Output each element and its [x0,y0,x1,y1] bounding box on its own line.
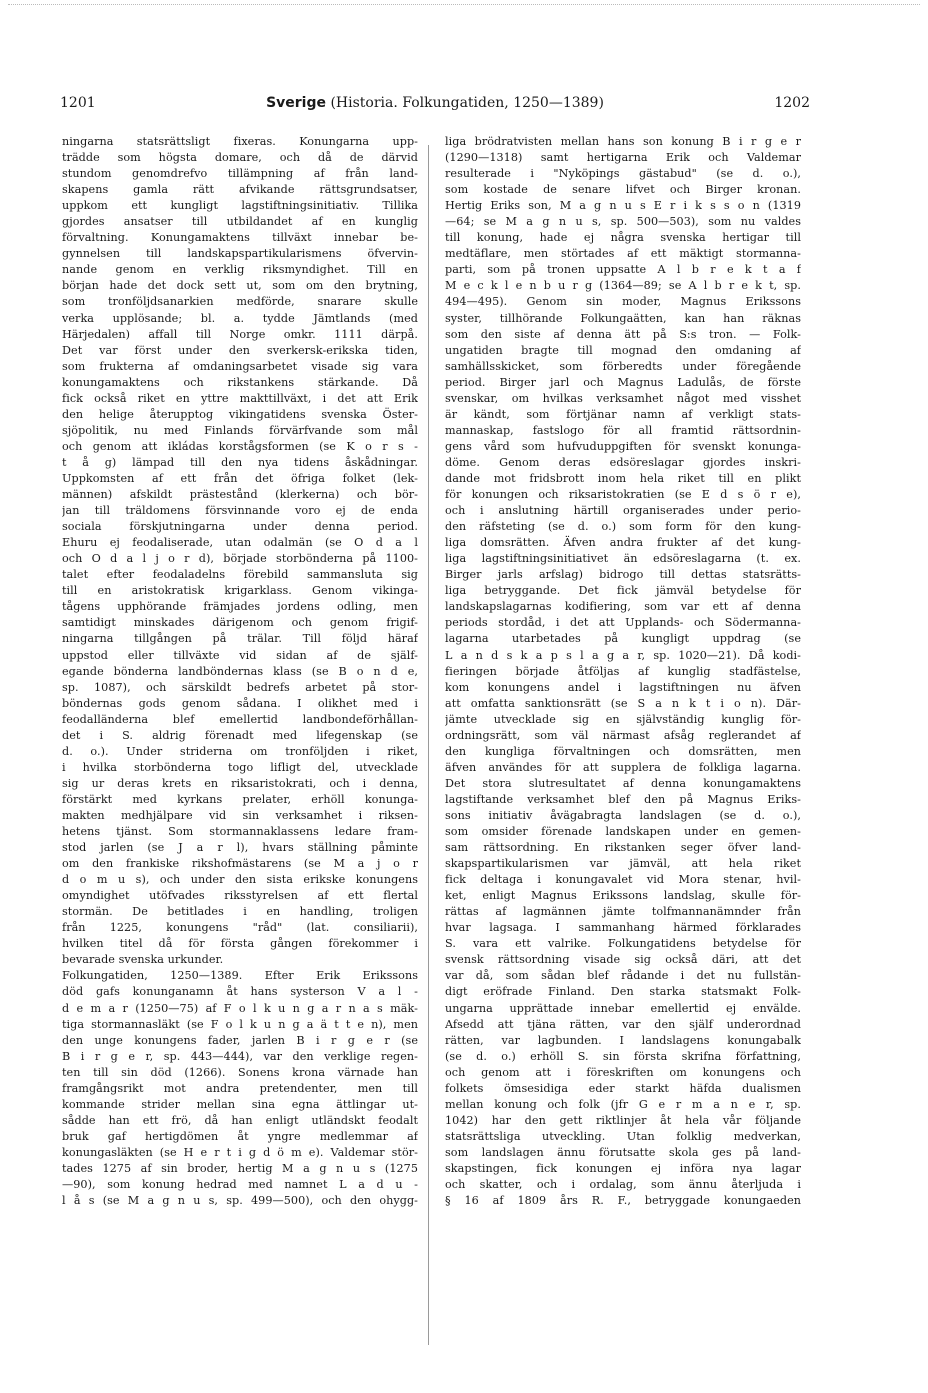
text-line: omyndighet utöfvades riksstyrelsen af ett flertal [62,889,418,903]
text-line: liga lagstiftningsinitiativet än edsöreslagarna (t. ex. [445,552,801,566]
text-line: period. Birger jarl och Magnus Ladulås, de förste [445,375,801,389]
text-line: den kungliga förvaltningen och domsrätten, men [445,744,801,758]
text-line: döme. Genom deras edsöreslagar gjordes inskri- [445,455,801,469]
text-line: fieringen började åtföljas af kunglig stadfästelse, [445,664,801,678]
text-line: för konungen och riksaristokratien (se E d s ö r e), [445,488,801,502]
text-line: äfven användes för att supplera de folkliga lagarna. [445,760,801,774]
text-line: ningarna statsrättsligt fixeras. Konungarna upp- [62,135,418,148]
text-line: uppkom ett kungligt lagstiftningsinitiativ. Tillika [62,199,418,213]
text-line: den räfsteting (se d. o.) som form för den kung- [445,520,801,534]
text-line: sig ur deras krets en riksaristokrati, och i denna, [62,776,418,790]
text-line: bruk gaf hertigdömen åt yngre medlemmar af [62,1129,418,1143]
text-line: bevarade svenska urkunder. [62,953,224,967]
text-line: var då, som sådan blef rådande i det nu fullstän- [445,969,801,983]
text-line: jan till träldomens försvinnande voro ej de enda [62,504,418,518]
text-line: det i S. aldrig förenadt med lifegenskap (se [62,728,418,742]
text-line: konungasläkten (se H e r t i g d ö m e). Valdemar stör- [62,1145,418,1159]
text-line: hvilken titel då för första gången förekommer i [62,937,418,951]
text-line: Det var först under den sverkersk-erikska tiden, [62,343,418,357]
text-line: Det stora slutresultatet af denna konungamaktens [445,776,801,790]
text-line: böndernas gods genom sådana. I olikhet med i [62,696,418,710]
text-line: och skatter, och i ordalag, som ännu återljuda i [445,1178,801,1192]
text-line: kommande strider mellan sina egna ättlingar ut- [62,1097,418,1111]
text-line: landskapslagarnas kodifiering, som var ett af denna [445,600,801,614]
running-header [60,95,810,119]
text-line: egande bönderna landböndernas klass (se B o n d e, [62,664,418,678]
text-line: och genom att i föreskriften om konungens och [445,1065,801,1079]
text-line: skapspartikularismen var jämväl, att hela riket [445,857,801,871]
text-line: som landslagen ännu förutsatte skola ges på land- [445,1145,801,1159]
text-line: skapens gamla rätt afvikande rättsgrundsatser, [62,183,418,197]
text-line: och O d a l j o r d), började storbönderna på 1100- [62,552,418,566]
text-line: som omsider förenade landskapen under en gemen- [445,825,801,839]
text-line: periods stordåd, i det att Upplands- och Södermanna- [445,616,801,630]
header-title [60,95,810,111]
text-line: konungamaktens och rikstankens stärkande. Då [62,375,418,389]
text-line: d. o.). Under striderna om tronföljden i riket, [62,744,418,758]
text-line: till en aristokratisk krigarklass. Genom vikinga- [62,584,418,598]
text-line: stod jarlen (se J a r l), hvars ställning påminte [62,841,418,855]
left-column-text [62,134,418,1354]
text-line: och i anslutning härtill organiserades under perio- [445,504,801,518]
text-line: fick deltaga i konungavalet vid Mora stenar, hvil- [445,873,801,887]
text-line: gens vård som hufvuduppgiften för svenskt konunga- [445,439,801,453]
text-line: —64; se M a g n u s, sp. 500—503), som nu valdes [445,215,801,229]
text-line: sons initiativ åvägabragta landslagen (se d. o.), [445,808,801,822]
text-line: lagstiftande verksamhet blef den på Magnus Eriks- [445,792,801,806]
text-line: skapstingen, fick konungen ej införa nya lagar [445,1162,801,1175]
text-line: gjordes ansatser till utbildandet af en kunglig [62,215,418,229]
text-line: mannaskap, fastslogo för all framtid rättsordnin- [445,423,801,437]
text-line: —90), som konung hedrad med namnet L a d u - [62,1178,418,1192]
text-line: stormän. De betitlades i en handling, troligen [62,905,418,919]
page-number-right: 1202 [774,95,810,111]
text-line: tiga stormannasläkt (se F o l k u n g a ä t t e n), men [62,1017,418,1031]
text-line: uppstod eller tillväxte vid sidan af de själf- [62,648,418,662]
text-line: svensk rättsordning visade sig också däri, att det [445,953,801,967]
text-line: död gafs konunganamn åt hans systerson V a l - [62,985,418,999]
text-line: sp. 1087), och särskildt bedrefs arbetet på stor- [62,680,418,694]
text-line: som kostade de senare lifvet och Birger kronan. [445,183,801,197]
column-divider [428,145,429,1345]
text-line: § 16 af 1809 års R. F., betryggade konungaeden [445,1194,801,1208]
text-line: om den frankiske rikshofmästarens (se M a j o r [62,857,418,871]
text-line: folkets ömsesidiga eder starkt häfda dualismen [445,1081,801,1095]
text-line: l å s (se M a g n u s, sp. 499—500), och den ohygg- [62,1194,418,1208]
text-line: statsrättsliga utveckling. Utan folklig medverkan, [445,1129,801,1143]
text-line: verka upplösande; bl. a. tydde Jämtlands (med [62,311,418,325]
text-line: nande genom en verklig riksmyndighet. Till en [62,263,418,277]
right-column-text [445,134,801,1354]
text-line: kom konungens andel i lagstiftningen nu äfven [445,680,801,694]
text-line: medtäflare, men störtades af ett mäktigt stormanna- [445,247,801,261]
text-line: männen) afskildt prästestånd (klerkerna) och bör- [62,488,418,502]
text-line: 1042) har den gett riktlinjer åt hela vår följande [445,1113,801,1127]
header-title-rest: (Historia. Folkungatiden, 1250—1389) [326,95,604,111]
text-line: att omfatta sanktionsrätt (se S a n k t i o n). Där- [445,696,801,710]
text-line: svenskar, om hvilkas verksamhet något med visshet [445,391,801,405]
text-line: är kändt, som förtjänar namn af verkligt stats- [445,407,801,421]
text-line: gynnelsen till landskapspartikularismens öfvervin- [62,247,418,261]
text-line: S. vara ett valrike. Folkungatidens betydelse för [445,937,801,951]
text-line: ten till sin död (1266). Sonens krona värnade han [62,1065,418,1079]
text-line: d e m a r (1250—75) af F o l k u n g a r n a s mäk- [62,1001,418,1015]
text-line: hvar lagsaga. I sammanhang härmed förklarades [445,921,801,935]
text-line: sådde han ett frö, då han enligt utländskt feodalt [62,1113,418,1127]
text-line: lagarna utarbetades på kungligt uppdrag (se [445,632,801,646]
text-line: Ehuru ej feodaliserade, utan odalmän (se O d a l [62,536,418,550]
text-line: parti, som på tronen uppsatte A l b r e k t a f [445,263,801,277]
text-line: B i r g e r, sp. 443—444), var den verklige regen- [62,1049,418,1063]
text-line: fick också riket en yttre makttillväxt, i det att Erik [62,391,418,405]
text-line: dande mot fridsbrott inom hela riket till en plikt [445,471,801,485]
text-line: Afsedd att tjäna rätten, var den själf underordnad [445,1017,801,1031]
text-line: som tronföljdsanarkien medförde, snarare skulle [62,295,418,309]
text-line: förvaltning. Konungamaktens tillväxt innebar be- [62,231,418,245]
text-line: i hvilka storbönderna togo lifligt del, utvecklade [62,760,418,774]
text-line: Birger jarls arfslag) bidrogo till dettas statsrätts- [445,568,801,582]
text-line: samtidigt minskades därigenom och genom frigif- [62,616,418,630]
page-number-left: 1201 [60,95,96,111]
text-line: d o m u s), och under den sista erikske konungens [62,873,418,887]
text-line: tades 1275 af sin broder, hertig M a g n u s (1275 [62,1162,418,1175]
text-line: samhällsskicket, som förberedts under föregående [445,359,801,373]
text-line: sociala förskjutningarna under denna period. [62,520,418,534]
text-line: sjöpolitik, nu med Finlands förvärfvande som mål [62,423,418,437]
text-line: liga brödratvisten mellan hans son konung B i r g e r [445,135,801,148]
text-line: som den siste af denna ätt på S:s tron. — Folk- [445,327,801,341]
text-line: Hertig Eriks son, M a g n u s E r i k s s o n (1319 [445,199,801,213]
text-line: digt eröfrade Finland. Den starka statsmakt Folk- [445,985,801,999]
text-line: tågens upphörande främjades jordens odling, men [62,600,418,614]
text-line: mellan konung och folk (jfr G e r m a n e r, sp. [445,1097,801,1111]
text-line: L a n d s k a p s l a g a r, sp. 1020—21). Då kodi- [445,648,801,662]
text-line: liga domsrätten. Äfven andra frukter af det kung- [445,536,801,550]
scan-edge-line [8,4,920,6]
text-line: ungarna upprättade innebar emellertid ej envälde. [445,1001,801,1015]
text-line: t å g) lämpad till den nya tidens åskådningar. [62,455,418,469]
text-line: liga betryggande. Det fick jämväl betydelse för [445,584,801,598]
text-line: (1290—1318) samt hertigarna Erik och Valdemar [445,151,801,165]
text-line: syster, tillhörande Folkungaätten, kan han räknas [445,311,801,325]
text-line: rättas af lagmännen jämte tolfmannanämnder från [445,905,801,919]
text-line: början hade det dock sett ut, som om den brytning, [62,279,418,293]
text-line: rätten, var lagbunden. I landslagens konungabalk [445,1033,801,1047]
text-line: makten medhjälpare vid sin verksamhet i riksen- [62,808,418,822]
text-line: ordningsrätt, som väl närmast afsåg reglerandet af [445,728,801,742]
text-line: som frukterna af omdaningsarbetet visade sig vara [62,359,418,373]
text-line: Uppkomsten af ett från det öfriga folket (lek- [62,471,418,485]
text-line: ungatiden bragte till mognad den omdaning af [445,343,801,357]
text-line: trädde som högsta domare, och då de därvid [62,151,418,165]
text-line: förstärkt med kyrkans prelater, erhöll konunga- [62,792,418,806]
text-line: framgångsrikt mot andra pretendenter, men till [62,1081,418,1095]
text-line: (se d. o.) erhöll S. sin första skrifna författning, [445,1049,801,1063]
text-line: Folkungatiden, 1250—1389. Efter Erik Erikssons [62,969,418,983]
text-line: Härjedalen) affall till Norge omkr. 1111 därpå. [62,327,418,341]
text-line: M e c k l e n b u r g (1364—89; se A l b r e k t, sp. [445,279,801,293]
text-line: till konung, hade ej några svenska hertigar till [445,231,801,245]
text-line: 494—495). Genom sin moder, Magnus Erikssons [445,295,801,309]
text-line: sam rättsordning. En rikstanken seger öfver land- [445,841,801,855]
text-line: jämte utvecklade sig en självständig kunglig för- [445,712,801,726]
text-line: från 1225, konungens "råd" (lat. consiliarii), [62,921,418,935]
text-line: stundom genomdrefvo tillämpning af från land- [62,167,418,181]
text-line: feodalländerna blef emellertid landbondeförhållan- [62,712,418,726]
text-line: resulterade i "Nyköpings gästabud" (se d. o.), [445,167,801,181]
text-line: talet efter feodaladelns förebild sammansluta sig [62,568,418,582]
text-line: ket, enligt Magnus Erikssons landslag, skulle för- [445,889,801,903]
text-line: den helige återupptog vikingatidens svenska Öster- [62,407,418,421]
text-line: ningarna tillgången på trälar. Till följd häraf [62,632,418,646]
text-line: hetens tjänst. Som stormannaklassens ledare fram- [62,825,418,839]
header-title-bold: Sverige [266,95,326,111]
text-line: den unge konungens fader, jarlen B i r g e r (se [62,1033,418,1047]
text-line: och genom att ikládas korstågsformen (se K o r s - [62,439,418,453]
